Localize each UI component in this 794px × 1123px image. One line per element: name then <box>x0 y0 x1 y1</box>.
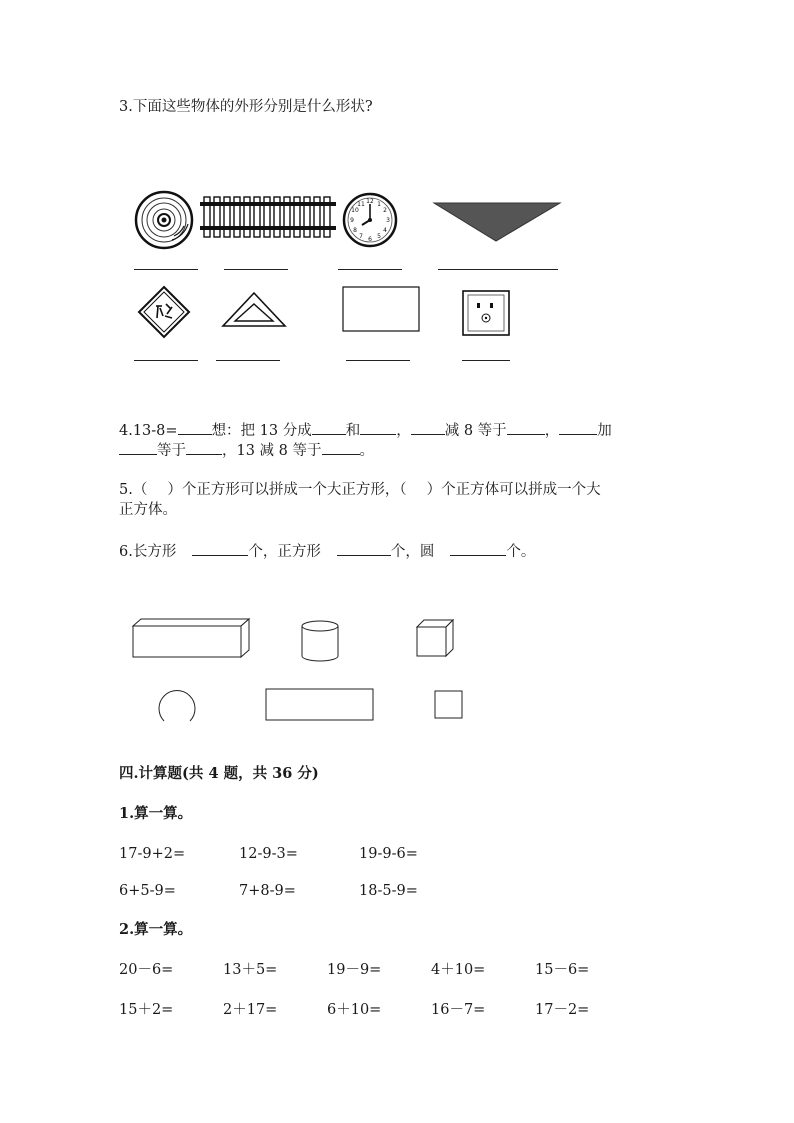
q4-text: ， <box>396 423 411 439</box>
rectangle-board-icon <box>342 286 420 332</box>
circle-icon <box>158 688 196 726</box>
fill-blank[interactable] <box>192 541 248 556</box>
question-5-line-1 <box>119 480 601 500</box>
question-3-title: 3.下面这些物体的外形分别是什么形状? <box>119 99 373 115</box>
calc-2-item: 17－2= <box>535 1002 590 1018</box>
calc-2-item: 20－6= <box>119 962 174 978</box>
q4-text: ， <box>544 423 560 439</box>
answer-line[interactable] <box>346 360 410 361</box>
svg-text:7: 7 <box>359 233 363 240</box>
square-icon <box>434 690 464 720</box>
fill-blank[interactable] <box>186 440 222 455</box>
answer-line[interactable] <box>134 269 198 270</box>
railway-track-icon <box>200 195 336 239</box>
q4-text: 和 <box>345 423 361 439</box>
svg-text:5: 5 <box>377 233 381 240</box>
question-4-line-2 <box>119 440 374 461</box>
q5-text: ）个正方形可以拼成一个大正方形，（ <box>167 482 407 498</box>
cuboid-icon <box>132 618 250 658</box>
fill-blank[interactable] <box>322 440 360 455</box>
q4-text: 。 <box>359 443 375 459</box>
q6-text: 6.长方形 <box>119 544 177 560</box>
fill-blank[interactable] <box>507 420 545 435</box>
fill-blank[interactable] <box>312 420 346 435</box>
svg-text:6: 6 <box>368 236 372 243</box>
svg-text:1: 1 <box>377 201 381 208</box>
q6-text: 个，正方形 <box>248 544 321 560</box>
answer-line[interactable] <box>134 360 198 361</box>
q4-text: 想：把 13 分成 <box>211 423 312 439</box>
power-socket-icon <box>462 290 510 336</box>
calc-2-item: 19－9= <box>327 962 382 978</box>
calc-1-item: 17-9+2= <box>119 846 186 862</box>
svg-text:12: 12 <box>366 198 374 205</box>
calc-1-item: 19-9-6= <box>359 846 418 862</box>
calc-2-item: 16－7= <box>431 1002 486 1018</box>
set-square-icon <box>222 292 286 328</box>
q4-text: 加 <box>597 423 612 439</box>
calc-1-item: 18-5-9= <box>359 883 418 899</box>
svg-text:11: 11 <box>357 201 365 208</box>
calc-2-item: 13＋5= <box>223 962 278 978</box>
calc-2-title: 2.算一算。 <box>119 921 193 938</box>
q5-text: ）个正方体可以拼成一个大 <box>426 482 601 498</box>
question-5-line-2: 正方体。 <box>119 502 177 518</box>
fill-blank[interactable] <box>360 420 396 435</box>
calc-2-item: 15＋2= <box>119 1002 174 1018</box>
q4-text: 减 8 等于 <box>444 423 507 439</box>
question-4-line-1 <box>119 420 612 441</box>
fill-blank[interactable] <box>559 420 597 435</box>
q6-text: 个，圆 <box>390 544 435 560</box>
calc-2-item: 2＋17= <box>223 1002 278 1018</box>
answer-line[interactable] <box>224 269 288 270</box>
q4-text: 等于 <box>157 443 186 459</box>
warning-sign-icon <box>138 286 190 338</box>
question-6 <box>119 541 535 562</box>
svg-text:10: 10 <box>351 207 359 214</box>
fill-blank[interactable] <box>411 420 445 435</box>
triangle-flag-icon <box>434 203 560 243</box>
clock-icon <box>342 192 398 248</box>
cylinder-icon <box>300 620 340 662</box>
cube-icon <box>416 619 454 657</box>
svg-text:2: 2 <box>383 207 387 214</box>
calc-1-item: 12-9-3= <box>239 846 298 862</box>
calc-1-item: 6+5-9= <box>119 883 176 899</box>
answer-line[interactable] <box>462 360 510 361</box>
calc-1-title: 1.算一算。 <box>119 805 193 822</box>
calc-1-item: 7+8-9= <box>239 883 296 899</box>
q5-text: 5.（ <box>119 482 148 498</box>
answer-line[interactable] <box>338 269 402 270</box>
fill-blank[interactable] <box>178 420 212 435</box>
svg-text:4: 4 <box>383 227 387 234</box>
svg-text:8: 8 <box>353 227 357 234</box>
calc-2-item: 6＋10= <box>327 1002 382 1018</box>
q4-text: ，13 减 8 等于 <box>222 443 322 459</box>
cd-disc-icon <box>134 190 194 250</box>
svg-text:3: 3 <box>386 217 390 224</box>
svg-text:9: 9 <box>350 217 354 224</box>
calc-2-item: 4＋10= <box>431 962 486 978</box>
answer-line[interactable] <box>438 269 558 270</box>
section-4-title: 四.计算题(共 4 题，共 36 分) <box>119 765 319 782</box>
fill-blank[interactable] <box>337 541 391 556</box>
calc-2-item: 15－6= <box>535 962 590 978</box>
fill-blank[interactable] <box>450 541 506 556</box>
q6-text: 个。 <box>506 544 536 560</box>
fill-blank[interactable] <box>119 440 157 455</box>
rectangle-icon <box>265 688 375 722</box>
q4-text: 4.13-8= <box>119 423 178 439</box>
answer-line[interactable] <box>216 360 280 361</box>
